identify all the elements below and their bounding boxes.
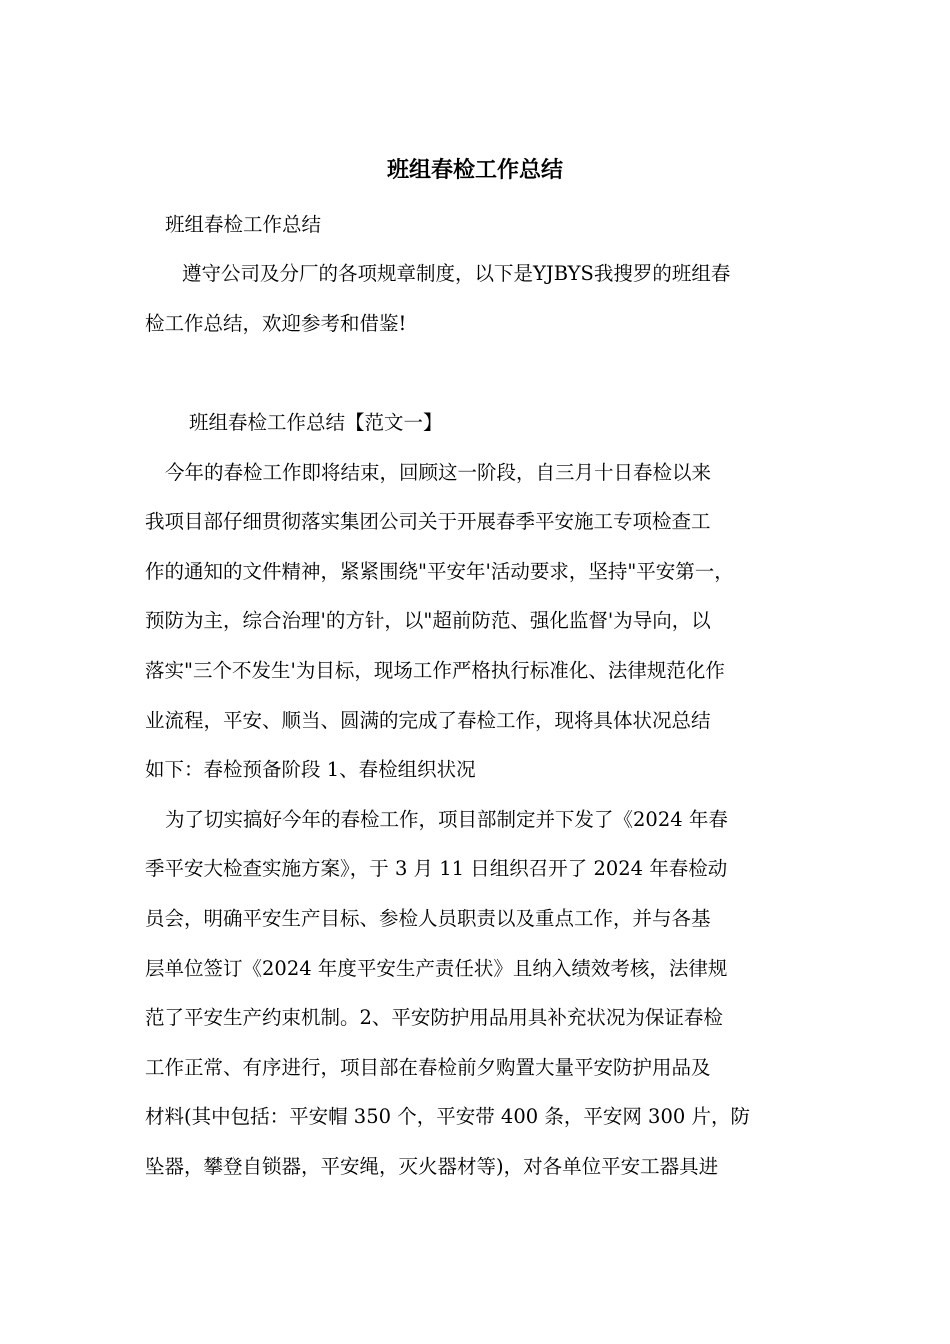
body-line-7: 如下：春检预备阶段 1、春检组织状况	[145, 758, 476, 781]
body-line-8: 为了切实搞好今年的春检工作，项目部制定并下发了《2024 年春	[165, 808, 728, 831]
body-line-15: 坠器，攀登自锁器，平安绳，灭火器材等)，对各单位平安工器具进	[145, 1155, 719, 1178]
subtitle-line: 班组春检工作总结	[165, 213, 322, 236]
body-line-4: 预防为主，综合治理'的方针，以"超前防范、强化监督'为导向，以	[145, 609, 711, 632]
intro-line-1: 遵守公司及分厂的各项规章制度，以下是YJBYS我搜罗的班组春	[182, 262, 731, 285]
body-line-11: 层单位签订《2024 年度平安生产责任状》且纳入绩效考核，法律规	[145, 957, 728, 980]
body-line-12: 范了平安生产约束机制。2、平安防护用品用具补充状况为保证春检	[145, 1006, 723, 1029]
document-title: 班组春检工作总结	[386, 157, 563, 183]
body-line-6: 业流程，平安、顺当、圆满的完成了春检工作，现将具体状况总结	[145, 709, 711, 732]
body-line-9: 季平安大检查实施方案》，于 3 月 11 日组织召开了 2024 年春检动	[145, 857, 728, 880]
body-line-2: 我项目部仔细贯彻落实集团公司关于开展春季平安施工专项检查工	[145, 510, 711, 533]
body-line-13: 工作正常、有序进行，项目部在春检前夕购置大量平安防护用品及	[145, 1056, 711, 1079]
section-heading: 班组春检工作总结【范文一】	[189, 411, 443, 434]
body-line-3: 作的通知的文件精神，紧紧围绕"平安年'活动要求，坚持"平安第一，	[145, 560, 734, 583]
intro-line-2: 检工作总结，欢迎参考和借鉴!	[145, 312, 407, 335]
body-line-5: 落实"三个不发生'为目标，现场工作严格执行标准化、法律规范化作	[145, 659, 725, 682]
body-line-14: 材料(其中包括：平安帽 350 个，平安带 400 条，平安网 300 片，防	[145, 1105, 750, 1128]
body-line-1: 今年的春检工作即将结束，回顾这一阶段，自三月十日春检以来	[165, 461, 712, 484]
body-line-10: 员会，明确平安生产目标、参检人员职责以及重点工作，并与各基	[145, 907, 711, 930]
